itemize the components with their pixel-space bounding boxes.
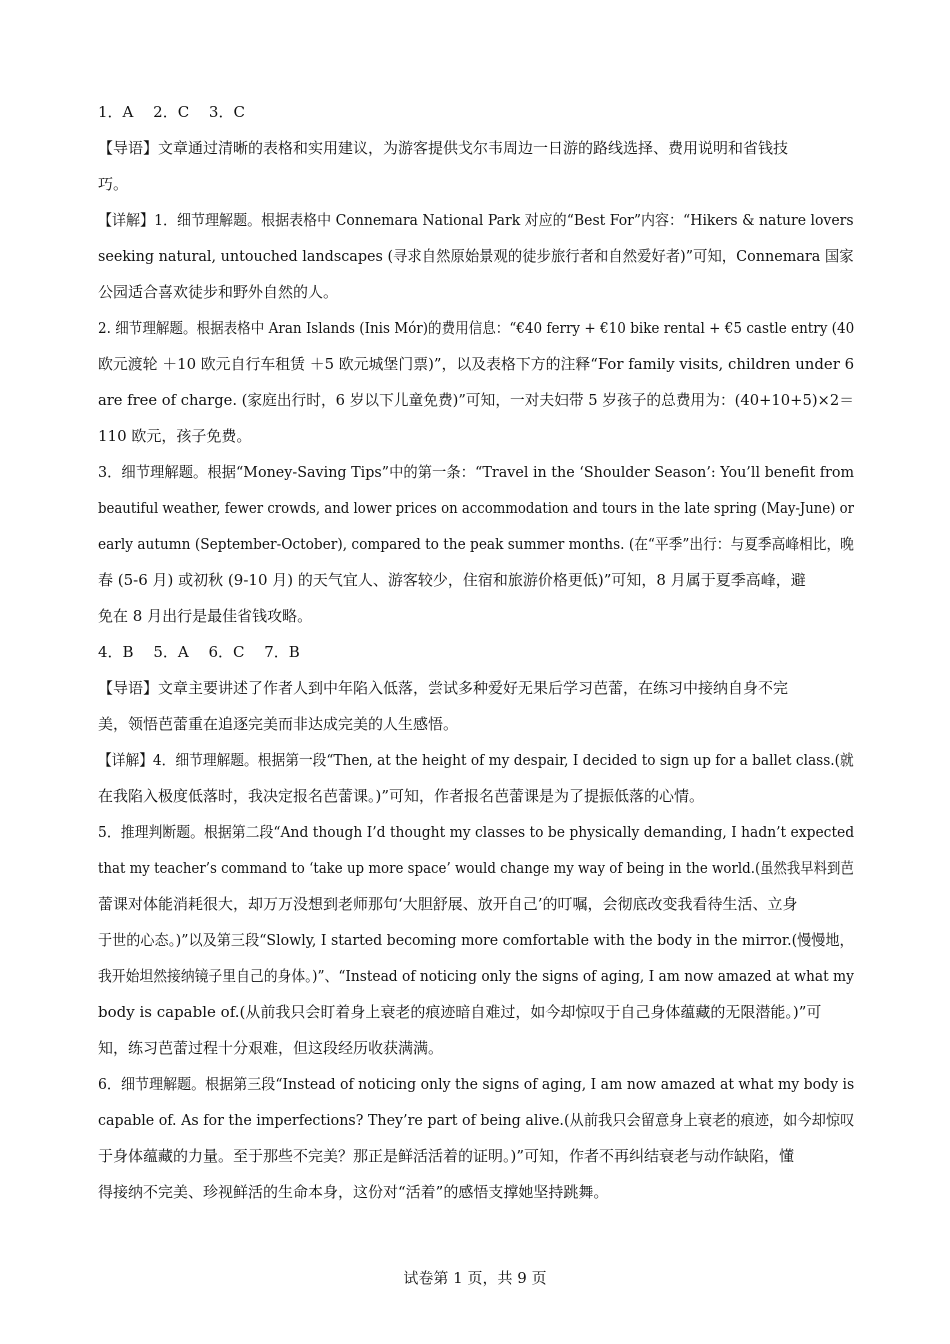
answers-line-1-3: 1．A 2．C 3．C	[98, 103, 245, 121]
explanation-q5-line-1: 5．推理判断题。根据第二段“And though I’d thought my classes to be physically demanding, I hadn’t expected	[98, 823, 854, 841]
explanation-q3-line-4: 春 (5-6 月) 或初秋 (9-10 月) 的天气宜人、游客较少，住宿和旅游价格更低)”可知，8 月属于夏季高峰，避	[98, 571, 806, 589]
explanation-q5-line-6: body is capable of.(从前我只会盯着身上衰老的痕迹暗自难过，如今却惊叹于自己身体蕴藏的无限潜能。)”可	[98, 1003, 822, 1021]
intro-passage-2-line-1: 【导语】文章主要讲述了作者人到中年陷入低落，尝试多种爱好无果后学习芭蕾，在练习中接纳自身不完	[98, 679, 789, 697]
explanation-q6-line-1: 6．细节理解题。根据第三段“Instead of noticing only the signs of aging, I am now amazed at what my body is	[98, 1075, 854, 1093]
explanation-q3-line-5: 免在 8 月出行是最佳省钱攻略。	[98, 607, 313, 625]
explanation-q5-line-2: that my teacher’s command to ‘take up more space’ would change my way of being in the world.(虽然我早料到芭	[98, 859, 854, 877]
answers-line-4-7: 4．B 5．A 6．C 7．B	[98, 643, 300, 661]
explanation-q1-line-1: 【详解】1．细节理解题。根据表格中 Connemara National Park 对应的“Best For”内容：“Hikers & nature lovers	[98, 211, 854, 229]
page-footer: 试卷第 1 页，共 9 页	[403, 1269, 547, 1287]
explanation-q3-line-1: 3．细节理解题。根据“Money-Saving Tips”中的第一条：“Travel in the ‘Shoulder Season’: You’ll benefit from	[98, 463, 854, 481]
explanation-q5-line-4: 于世的心态。)”以及第三段“Slowly, I started becoming more comfortable with the body in the mirror.(慢慢地，	[98, 931, 854, 949]
explanation-q2-line-1: 2. 细节理解题。根据表格中 Aran Islands (Inis Mór)的费用信息：“€40 ferry + €10 bike rental + €5 castle entry (40	[98, 319, 854, 337]
explanation-q3-line-2: beautiful weather, fewer crowds, and lower prices on accommodation and tours in the late spring (May-June) or	[98, 499, 855, 517]
explanation-q4-line-2: 在我陷入极度低落时，我决定报名芭蕾课。)”可知，作者报名芭蕾课是为了提振低落的心情。	[98, 787, 705, 805]
intro-passage-2-line-2: 美，领悟芭蕾重在追逐完美而非达成完美的人生感悟。	[98, 715, 459, 733]
explanation-q2-line-3: are free of charge. (家庭出行时，6 岁以下儿童免费)”可知，一对夫妇带 5 岁孩子的总费用为：(40+10+5)×2＝	[98, 391, 854, 409]
explanation-q5-line-5: 我开始坦然接纳镜子里自己的身体。)”、“Instead of noticing only the signs of aging, I am now amazed at what my	[98, 967, 854, 985]
explanation-q6-line-4: 得接纳不完美、珍视鲜活的生命本身，这份对“活着”的感悟支撑她坚持跳舞。	[98, 1183, 609, 1201]
answer-content	[98, 94, 854, 1210]
intro-passage-1-line-1: 【导语】文章通过清晰的表格和实用建议，为游客提供戈尔韦周边一日游的路线选择、费用说明和省钱技	[98, 139, 789, 157]
explanation-q4-line-1: 【详解】4．细节理解题。根据第一段“Then, at the height of my despair, I decided to sign up for a ballet class.(就	[98, 751, 854, 769]
explanation-q5-line-3: 蕾课对体能消耗很大，却万万没想到老师那句‘大胆舒展、放开自己’的叮嘱，会彻底改变我看待生活、立身	[98, 895, 798, 913]
explanation-q1-line-3: 公园适合喜欢徒步和野外自然的人。	[98, 283, 339, 301]
explanation-q5-line-7: 知，练习芭蕾过程十分艰难，但这段经历收获满满。	[98, 1039, 444, 1057]
explanation-q2-line-2: 欧元渡轮 ＋10 欧元自行车租赁 ＋5 欧元城堡门票)”，以及表格下方的注释“For family visits, children under 6	[98, 355, 854, 373]
explanation-q6-line-3: 于身体蕴藏的力量。至于那些不完美？那正是鲜活活着的证明。)”可知，作者不再纠结衰老与动作缺陷，懂	[98, 1147, 795, 1165]
explanation-q6-line-2: capable of. As for the imperfections? They’re part of being alive.(从前我只会留意身上衰老的痕迹，如今却惊叹	[98, 1111, 854, 1129]
intro-passage-1-line-2: 巧。	[98, 175, 129, 193]
explanation-q3-line-3: early autumn (September-October), compared to the peak summer months. (在“平季”出行：与夏季高峰相比，晚	[98, 535, 854, 553]
explanation-q2-line-4: 110 欧元，孩子免费。	[98, 427, 252, 445]
explanation-q1-line-2: seeking natural, untouched landscapes (寻求自然原始景观的徒步旅行者和自然爱好者)”可知，Connemara 国家	[98, 247, 854, 265]
